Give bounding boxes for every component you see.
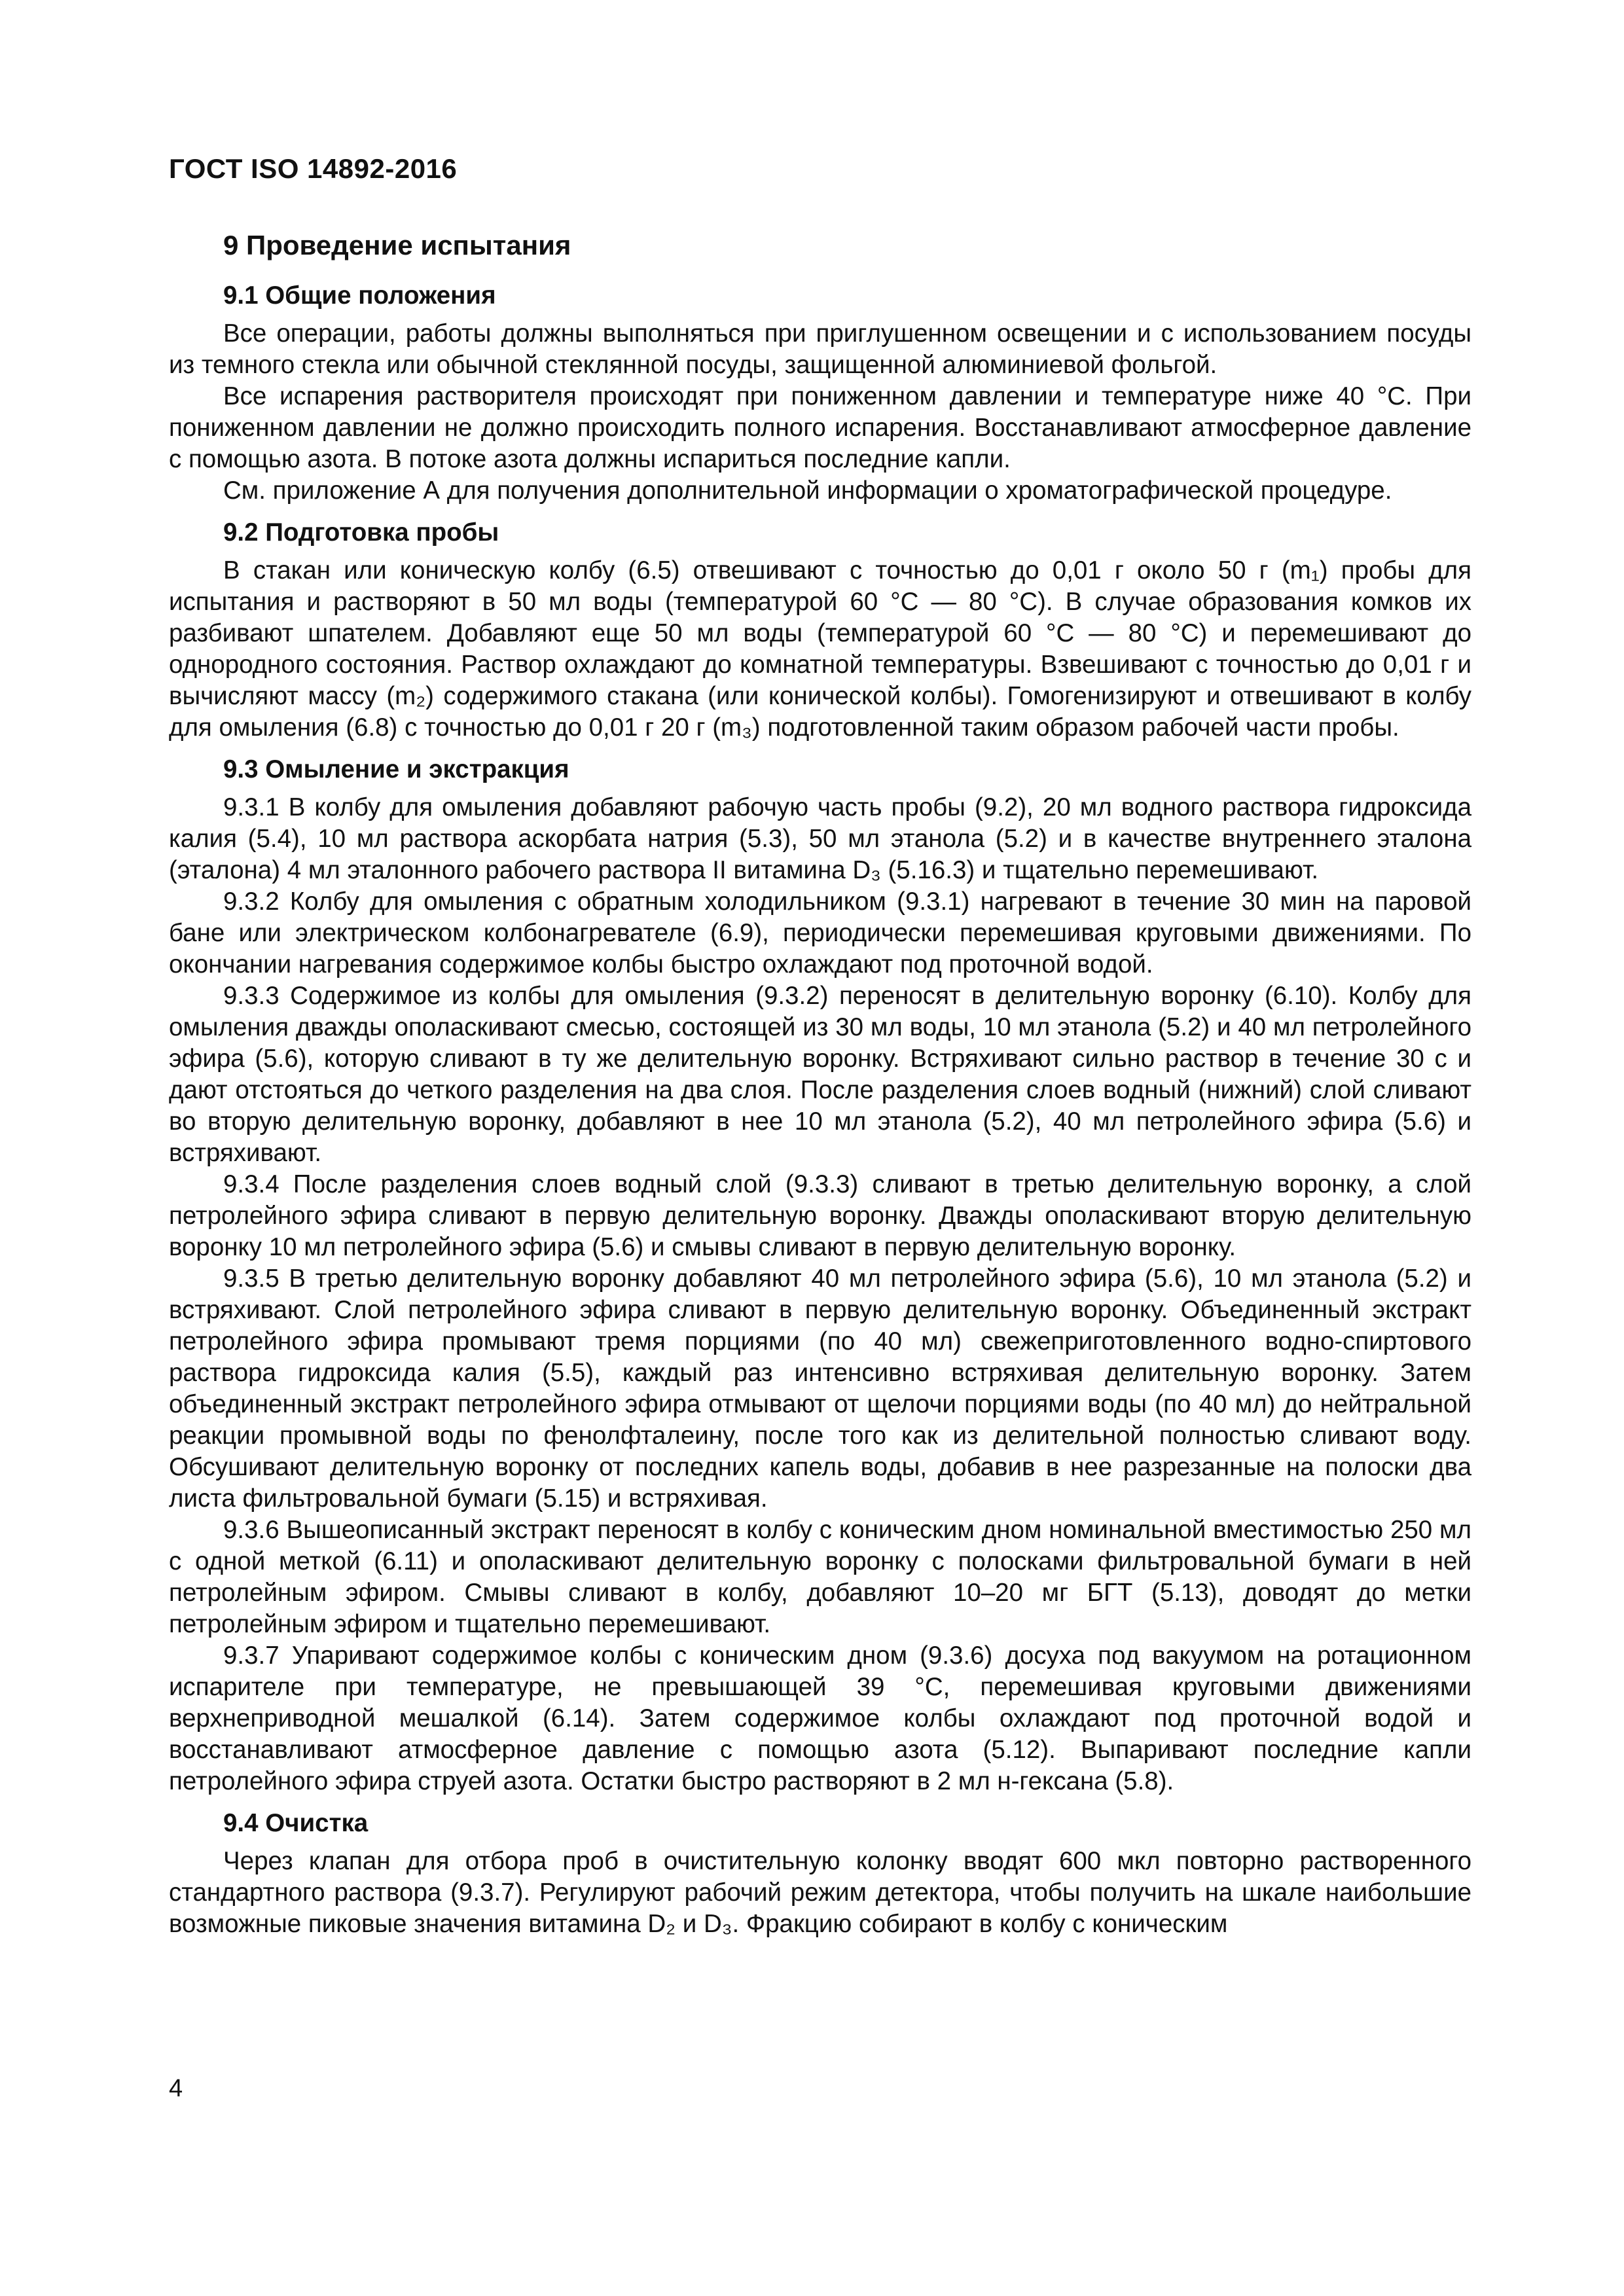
paragraph-9-3-3: 9.3.3 Содержимое из колбы для омыления (9.3.2) переносят в делительную воронку (6.10). Колбу для омыления дважды ополаскивают смесью, состоящей из 30 мл воды, 10 мл этанола (5.2) и 40 мл петролейного эфира (5.6), которую сливают в ту же делительную воронку. Встряхивают сильно раствор в течение 30 с и дают отстояться до четкого разделения на два слоя. После разделения слоев водный (нижний) слой сливают во вторую делительную воронку, добавляют в нее 10 мл этанола (5.2), 40 мл петролейного эфира (5.6) и встряхивают. bbox=[169, 982, 1471, 1167]
standard-header: ГОСТ ISO 14892-2016 bbox=[169, 153, 458, 184]
paragraph: См. приложение А для получения дополнительной информации о хроматографической процедуре. bbox=[223, 476, 1392, 505]
subsection-heading-9-2: 9.2 Подготовка пробы bbox=[223, 518, 499, 547]
paragraph-9-3-2: 9.3.2 Колбу для омыления с обратным холодильником (9.3.1) нагревают в течение 30 мин на паровой бане или электрическом колбонагревателе (6.9), периодически перемешивая круговыми движениями. По окончании нагревания содержимое колбы быстро охлаждают под проточной водой. bbox=[169, 888, 1471, 978]
subsection-heading-9-4: 9.4 Очистка bbox=[223, 1809, 369, 1837]
subsection-heading-9-3: 9.3 Омыление и экстракция bbox=[223, 755, 569, 783]
subsection-heading-9-1: 9.1 Общие положения bbox=[223, 281, 496, 310]
paragraph-9-3-4: 9.3.4 После разделения слоев водный слой (9.3.3) сливают в третью делительную воронку, а слой петролейного эфира сливают в первую делительную воронку. Дважды ополаскивают вторую делительную воронку 10 мл петролейного эфира (5.6) и смывы сливают в первую делительную воронку. bbox=[169, 1170, 1471, 1261]
section-heading: 9 Проведение испытания bbox=[223, 230, 571, 260]
paragraph: Все испарения растворителя происходят при пониженном давлении и температуре ниже 40 °С. При пониженном давлении не должно происходить полного испарения. Восстанавливают атмосферное давление с помощью азота. В потоке азота должны испариться последние капли. bbox=[169, 382, 1471, 473]
paragraph: В стакан или коническую колбу (6.5) отвешивают с точностью до 0,01 г около 50 г (m₁) пробы для испытания и растворяют в 50 мл воды (температурой 60 °С — 80 °С). В случае образования комков их разбивают шпателем. Добавляют еще 50 мл воды (температурой 60 °С — 80 °С) и перемешивают до однородного состояния. Раствор охлаждают до комнатной температуры. Взвешивают с точностью до 0,01 г и вычисляют массу (m₂) содержимого стакана (или конической колбы). Гомогенизируют и отвешивают в колбу для омыления (6.8) с точностью до 0,01 г 20 г (m₃) подготовленной таким образом рабочей части пробы. bbox=[169, 556, 1471, 742]
paragraph-9-3-1: 9.3.1 В колбу для омыления добавляют рабочую часть пробы (9.2), 20 мл водного раствора гидроксида калия (5.4), 10 мл раствора аскорбата натрия (5.3), 50 мл этанола (5.2) и в качестве внутреннего эталона (эталона) 4 мл эталонного рабочего раствора II витамина D₃ (5.16.3) и тщательно перемешивают. bbox=[169, 793, 1471, 884]
paragraph-9-3-7: 9.3.7 Упаривают содержимое колбы с коническим дном (9.3.6) досуха под вакуумом на ротационном испарителе при температуре, не превышающей 39 °С, перемешивая круговыми движениями верхнеприводной мешалкой (6.14). Затем содержимое колбы охлаждают под проточной водой и восстанавливают атмосферное давление с помощью азота (5.12). Выпаривают последние капли петролейного эфира струей азота. Остатки быстро растворяют в 2 мл н-гексана (5.8). bbox=[169, 1641, 1471, 1795]
document-body bbox=[169, 229, 1471, 1940]
paragraph: Через клапан для отбора проб в очистительную колонку вводят 600 мкл повторно растворенного стандартного раствора (9.3.7). Регулируют рабочий режим детектора, чтобы получить на шкале наибольшие возможные пиковые значения витамина D₂ и D₃. Фракцию собирают в колбу с коническим bbox=[169, 1847, 1471, 1938]
paragraph-9-3-5: 9.3.5 В третью делительную воронку добавляют 40 мл петролейного эфира (5.6), 10 мл этанола (5.2) и встряхивают. Слой петролейного эфира сливают в первую делительную воронку. Объединенный экстракт петролейного эфира промывают тремя порциями (по 40 мл) свежеприготовленного водно-спиртового раствора гидроксида калия (5.5), каждый раз интенсивно встряхивая делительную воронку. Затем объединенный экстракт петролейного эфира отмывают от щелочи порциями воды (по 40 мл) до нейтральной реакции промывной воды по фенолфталеину, после того как из делительной полностью сливают воду. Обсушивают делительную воронку от последних капель воды, добавив в нее разрезанные на полоски два листа фильтровальной бумаги (5.15) и встряхивая. bbox=[169, 1265, 1471, 1513]
paragraph: Все операции, работы должны выполняться при приглушенном освещении и с использованием посуды из темного стекла или обычной стеклянной посуды, защищенной алюминиевой фольгой. bbox=[169, 319, 1471, 379]
page-number: 4 bbox=[169, 2075, 183, 2102]
paragraph-9-3-6: 9.3.6 Вышеописанный экстракт переносят в колбу с коническим дном номинальной вместимостью 250 мл с одной меткой (6.11) и ополаскивают делительную воронку с полосками фильтровальной бумаги в ней петролейным эфиром. Смывы сливают в колбу, добавляют 10–20 мг БГТ (5.13), доводят до метки петролейным эфиром и тщательно перемешивают. bbox=[169, 1516, 1471, 1638]
